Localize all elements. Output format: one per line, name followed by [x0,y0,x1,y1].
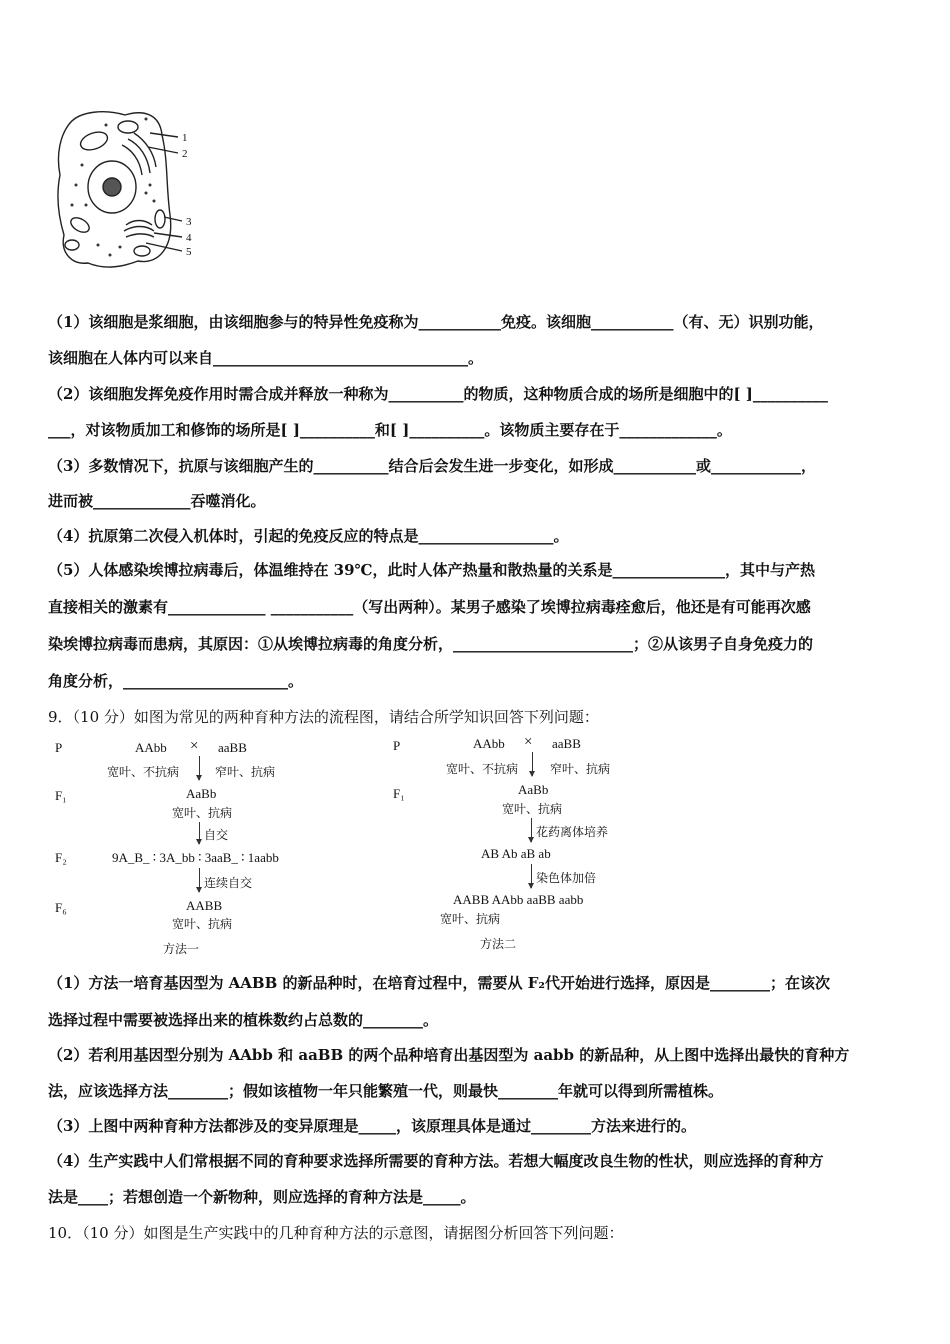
m1-gen-p: P [55,740,63,755]
m1-arrow-cross [199,756,200,780]
m1-arrow-continuous [199,868,200,892]
m1-gen-f2: F₂ [55,850,67,865]
m2-arrow-doubling [531,864,532,888]
q8-part5-line1: （5）人体感染埃博拉病毒后，体温维持在 39℃，此时人体产热量和散热量的关系是_______________，其中与产热 [48,561,816,579]
q9-part4-line2: 法是____；若想创造一个新物种，则应选择的育种方法是_____。 [48,1188,476,1206]
m1-caption: 方法一 [163,942,200,956]
m2-diploids: AABB AAbb aaBB aabb [453,892,584,907]
m1-parent1-trait: 宽叶、不抗病 [107,765,180,779]
q8-part5-line4: 角度分析，______________________。 [48,672,304,690]
q8-part2-line1: （2）该细胞发挥免疫作用时需合成并释放一种称为__________的物质，这种物质合成的场所是细胞中的[ ]__________ [48,385,828,403]
m1-f6-trait: 宽叶、抗病 [172,917,233,931]
q9-part1-line2: 选择过程中需要被选择出来的植株数约占总数的________。 [48,1011,439,1029]
m1-f2-ratio: 9A_B_ ∶ 3A_bb ∶ 3aaB_ ∶ 1aabb [112,850,279,865]
q8-part1-line1: （1）该细胞是浆细胞，由该细胞参与的特异性免疫称为___________免疫。该细胞___________（有、无）识别功能， [48,313,824,331]
m2-arrow-anther [531,818,532,842]
m2-parent1: AAbb [473,736,505,751]
m2-arrow-cross [532,752,533,776]
m2-gen-p: P [393,738,401,753]
m2-f1-genotype: AaBb [518,782,549,797]
q9-part2-line1: （2）若利用基因型分别为 AAbb 和 aaBB 的两个品种培育出基因型为 aabb 的新品种，从上图中选择出最快的育种方 [48,1046,850,1064]
m1-gen-f1: F₁ [55,788,67,803]
q8-part3-line2: 进而被_____________吞噬消化。 [48,492,266,510]
m1-gen-f6: F₆ [55,900,67,915]
cell-label-5: 5 [186,246,192,258]
m1-parent2-trait: 窄叶、抗病 [215,765,276,779]
q9-part3-line1: （3）上图中两种育种方法都涉及的变异原理是_____，该原理具体是通过________方法来进行的。 [48,1117,696,1135]
q10-header: 10．（10 分）如图是生产实践中的几种育种方法的示意图，请据图分析回答下列问题： [48,1224,624,1242]
m2-parent2: aaBB [552,736,581,751]
m2-cross: × [524,734,533,750]
m2-f1-trait: 宽叶、抗病 [502,802,563,816]
q8-part3-line1: （3）多数情况下，抗原与该细胞产生的__________结合后会发生进一步变化，如形成___________或____________， [48,457,816,475]
m1-parent1: AAbb [135,740,167,755]
m1-f1-trait: 宽叶、抗病 [172,806,233,820]
m2-haploids: AB Ab aB ab [481,846,551,861]
m2-final-trait: 宽叶、抗病 [440,912,501,926]
m1-step2: 连续自交 [204,876,253,890]
m1-parent2: aaBB [218,740,247,755]
m1-f6-genotype: AABB [186,898,223,913]
m2-caption: 方法二 [480,937,517,951]
cell-label-4: 4 [186,232,192,244]
m2-step1: 花药离体培养 [536,825,609,839]
m1-arrow-selfing [199,822,200,844]
q8-part4-line1: （4）抗原第二次侵入机体时，引起的免疫反应的特点是__________________。 [48,527,569,545]
m2-parent2-trait: 窄叶、抗病 [550,762,611,776]
cell-label-2: 2 [182,148,188,160]
cell-label-1: 1 [182,132,188,144]
plasma-cell-figure [50,105,210,275]
q9-part4-line1: （4）生产实践中人们常根据不同的育种要求选择所需要的育种方法。若想大幅度改良生物的性状，则应选择的育种方 [48,1152,824,1170]
m2-parent1-trait: 宽叶、不抗病 [446,762,519,776]
m2-gen-f1: F₁ [393,786,405,801]
q8-part5-line3: 染埃博拉病毒而患病，其原因：①从埃博拉病毒的角度分析，________________________；②从该男子自身免疫力的 [48,635,814,653]
q9-part2-line2: 法，应该选择方法________；假如该植物一年只能繁殖一代，则最快________年就可以得到所需植株。 [48,1082,724,1100]
q8-part5-line2: 直接相关的激素有_____________ ___________（写出两种）。某男子感染了埃博拉病毒痊愈后，他还是有可能再次感 [48,598,811,616]
m1-step1: 自交 [204,828,229,842]
cell-label-3: 3 [186,216,192,228]
m1-cross: × [190,738,199,754]
q9-header: 9．（10 分）如图为常见的两种育种方法的流程图，请结合所学知识回答下列问题： [48,708,599,726]
q8-part1-line2: 该细胞在人体内可以来自__________________________________。 [48,349,484,367]
m1-f1-genotype: AaBb [186,786,217,801]
m2-step2: 染色体加倍 [536,871,597,885]
q9-part1-line1: （1）方法一培育基因型为 AABB 的新品种时，在培育过程中，需要从 F₂代开始进行选择，原因是________；在该次 [48,974,830,992]
q8-part2-line2: ___，对该物质加工和修饰的场所是[ ]__________和[ ]__________。该物质主要存在于_____________。 [48,421,732,439]
